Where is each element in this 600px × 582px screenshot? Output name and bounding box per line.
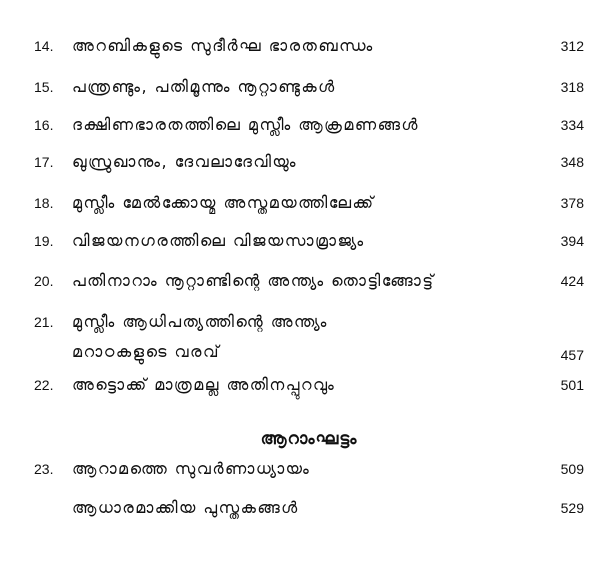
entry-title: അറബികളുടെ സുദീർഘ ഭാരതബന്ധം xyxy=(72,36,374,55)
entry-title: പന്ത്രണ്ടും, പതിമൂന്നും നൂറ്റാണ്ടുകൾ xyxy=(72,77,336,96)
entry-number: 15. xyxy=(34,79,54,95)
entry-number: 17. xyxy=(34,154,54,170)
entry-page-number: 424 xyxy=(560,273,584,289)
entry-page-number: 509 xyxy=(560,461,584,477)
entry-title-line-2: മറാഠകളുടെ വരവ് xyxy=(72,342,221,361)
entry-page-number: 457 xyxy=(560,347,584,363)
section-heading: ആറാംഘട്ടം xyxy=(260,429,358,449)
entry-title: ഖുസ്രുഖാനും, ദേവലാദേവിയും xyxy=(72,152,297,171)
entry-title: പതിനാറാം നൂറ്റാണ്ടിന്റെ അന്ത്യം തൊട്ടിങ്ങോട്ട് xyxy=(72,271,435,290)
entry-number: 19. xyxy=(34,233,54,249)
toc-entry-23[interactable] xyxy=(0,454,600,484)
entry-page-number: 334 xyxy=(560,117,584,133)
entry-title: അട്ടൊക്ക് മാത്രമല്ല അതിനപ്പുറവും xyxy=(72,375,336,394)
toc-entry-15[interactable] xyxy=(0,72,600,102)
entry-page-number: 529 xyxy=(560,500,584,516)
entry-number: 14. xyxy=(34,38,54,54)
toc-entry-16[interactable] xyxy=(0,110,600,140)
entry-number: 23. xyxy=(34,461,54,477)
entry-title: മുസ്ലീം മേൽക്കോയ്മ അസ്തമയത്തിലേക്ക് xyxy=(72,193,375,212)
entry-page-number: 318 xyxy=(560,79,584,95)
entry-number: 16. xyxy=(34,117,54,133)
entry-title-line-1: മുസ്ലീം ആധിപത്യത്തിന്റെ അന്ത്യം xyxy=(72,312,328,331)
entry-page-number: 501 xyxy=(560,377,584,393)
entry-number: 20. xyxy=(34,273,54,289)
entry-title: വിജയനഗരത്തിലെ വിജയസാമ്രാജ്യം xyxy=(72,231,365,250)
toc-entry-22[interactable] xyxy=(0,370,600,400)
entry-page-number: 378 xyxy=(560,195,584,211)
toc-entry-19[interactable] xyxy=(0,226,600,256)
toc-entry-20[interactable] xyxy=(0,266,600,296)
toc-entry-14[interactable] xyxy=(0,31,600,61)
entry-page-number: 394 xyxy=(560,233,584,249)
entry-number: 21. xyxy=(34,314,54,330)
entry-number: 18. xyxy=(34,195,54,211)
entry-page-number: 348 xyxy=(560,154,584,170)
entry-title: ആറാമത്തെ സുവർണാധ്യായം xyxy=(72,459,311,478)
entry-page-number: 312 xyxy=(560,38,584,54)
toc-entry-17[interactable] xyxy=(0,147,600,177)
entry-title: ആധാരമാക്കിയ പുസ്തകങ്ങൾ xyxy=(72,498,299,517)
entry-title: ദക്ഷിണഭാരതത്തിലെ മുസ്ലീം ആക്രമണങ്ങൾ xyxy=(72,115,419,134)
toc-entry-bibliography[interactable] xyxy=(0,493,600,523)
toc-entry-21[interactable] xyxy=(0,307,600,377)
toc-entry-18[interactable] xyxy=(0,188,600,218)
entry-number: 22. xyxy=(34,377,54,393)
